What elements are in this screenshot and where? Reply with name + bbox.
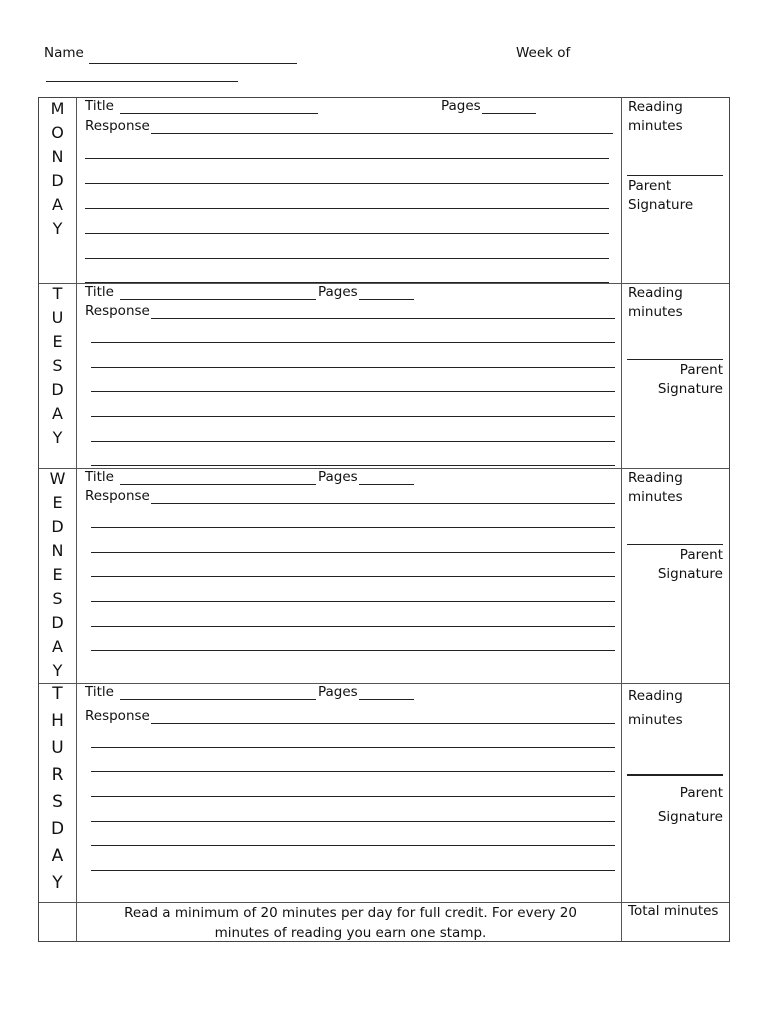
pages-field[interactable] [482, 113, 536, 114]
response-line[interactable] [91, 771, 615, 772]
day-letter: D [51, 517, 64, 536]
response-field[interactable] [151, 133, 613, 134]
tuesday-row [39, 284, 729, 469]
title-label: Title [85, 98, 114, 114]
response-line[interactable] [91, 747, 615, 748]
parent-signature-label: Parent Signature [657, 785, 723, 825]
day-letter: D [51, 171, 64, 190]
response-line[interactable] [91, 367, 615, 368]
response-field[interactable] [151, 503, 615, 504]
day-letter: R [51, 765, 64, 785]
day-letter: Y [52, 661, 63, 680]
name-label: Name [44, 45, 84, 61]
reading-minutes-label: Reading minutes [628, 470, 683, 505]
day-letter: E [52, 332, 63, 351]
response-line[interactable] [91, 796, 615, 797]
pages-label: Pages [441, 98, 481, 114]
day-letter: Y [52, 428, 63, 447]
response-line[interactable] [91, 601, 615, 602]
reading-minutes-label: Reading minutes [628, 285, 683, 320]
day-letter: H [51, 711, 64, 731]
title-label: Title [85, 469, 114, 485]
monday-row [39, 98, 729, 284]
title-field[interactable] [120, 113, 318, 114]
response-line[interactable] [91, 870, 615, 871]
day-letter: A [52, 404, 63, 423]
day-letter: O [51, 123, 64, 142]
day-letter: S [52, 356, 63, 375]
day-letter: Y [52, 873, 63, 893]
day-letter: M [50, 99, 65, 118]
day-letter: A [52, 637, 63, 656]
response-line[interactable] [91, 650, 615, 651]
footer-row [39, 903, 729, 941]
day-letter: U [51, 738, 64, 758]
day-letter: T [52, 284, 63, 303]
response-line[interactable] [91, 416, 615, 417]
day-letter: D [51, 380, 64, 399]
reading-log-table [38, 97, 730, 942]
name-field[interactable] [89, 63, 297, 64]
parent-signature-label: Parent Signature [657, 362, 723, 397]
response-line[interactable] [85, 208, 609, 209]
minutes-field[interactable] [627, 175, 723, 176]
parent-signature-label: Parent Signature [628, 178, 694, 213]
response-label: Response [85, 118, 150, 134]
response-label: Response [85, 708, 150, 724]
pages-field[interactable] [359, 699, 414, 700]
parent-signature-label: Parent Signature [657, 547, 723, 582]
day-letter: T [52, 684, 63, 704]
day-letter: D [51, 613, 64, 632]
day-letter: S [52, 792, 63, 812]
day-letter: A [52, 195, 63, 214]
total-minutes-label: Total minutes [628, 903, 719, 919]
day-letter: E [52, 565, 63, 584]
pages-field[interactable] [359, 299, 414, 300]
title-field[interactable] [120, 299, 316, 300]
day-letter: E [52, 493, 63, 512]
minutes-field[interactable] [627, 774, 723, 776]
response-line[interactable] [91, 441, 615, 442]
minutes-field[interactable] [627, 544, 723, 545]
response-line[interactable] [85, 282, 609, 283]
day-letter: N [51, 541, 64, 560]
response-line[interactable] [91, 342, 615, 343]
title-label: Title [85, 284, 114, 300]
thursday-row [39, 684, 729, 903]
day-letter: S [52, 589, 63, 608]
response-line[interactable] [91, 552, 615, 553]
response-field[interactable] [151, 723, 615, 724]
pages-label: Pages [318, 684, 358, 700]
pages-label: Pages [318, 469, 358, 485]
response-line[interactable] [91, 391, 615, 392]
day-letter: A [51, 846, 64, 866]
response-field[interactable] [151, 318, 615, 319]
wednesday-row [39, 469, 729, 684]
response-line[interactable] [85, 258, 609, 259]
pages-label: Pages [318, 284, 358, 300]
title-label: Title [85, 684, 114, 700]
response-line[interactable] [91, 527, 615, 528]
day-letter: N [51, 147, 64, 166]
response-line[interactable] [91, 576, 615, 577]
instructions-text: Read a minimum of 20 minutes per day for full credit. For every 20 minutes of reading you earn one stamp. [124, 905, 577, 941]
day-letter: Y [52, 219, 63, 238]
response-line[interactable] [85, 233, 609, 234]
day-letter: U [51, 308, 64, 327]
response-line[interactable] [85, 158, 609, 159]
response-line[interactable] [91, 821, 615, 822]
response-label: Response [85, 488, 150, 504]
response-line[interactable] [85, 183, 609, 184]
pages-field[interactable] [359, 484, 414, 485]
reading-minutes-label: Reading minutes [628, 688, 683, 728]
response-line[interactable] [91, 465, 615, 466]
title-field[interactable] [120, 484, 316, 485]
title-field[interactable] [120, 699, 316, 700]
day-letter: D [50, 819, 65, 839]
minutes-field[interactable] [627, 359, 723, 360]
response-label: Response [85, 303, 150, 319]
week-of-field[interactable] [46, 81, 238, 82]
response-line[interactable] [91, 626, 615, 627]
reading-minutes-label: Reading minutes [628, 99, 683, 134]
response-line[interactable] [91, 845, 615, 846]
day-letter: W [49, 469, 66, 488]
week-of-label: Week of [516, 45, 571, 61]
